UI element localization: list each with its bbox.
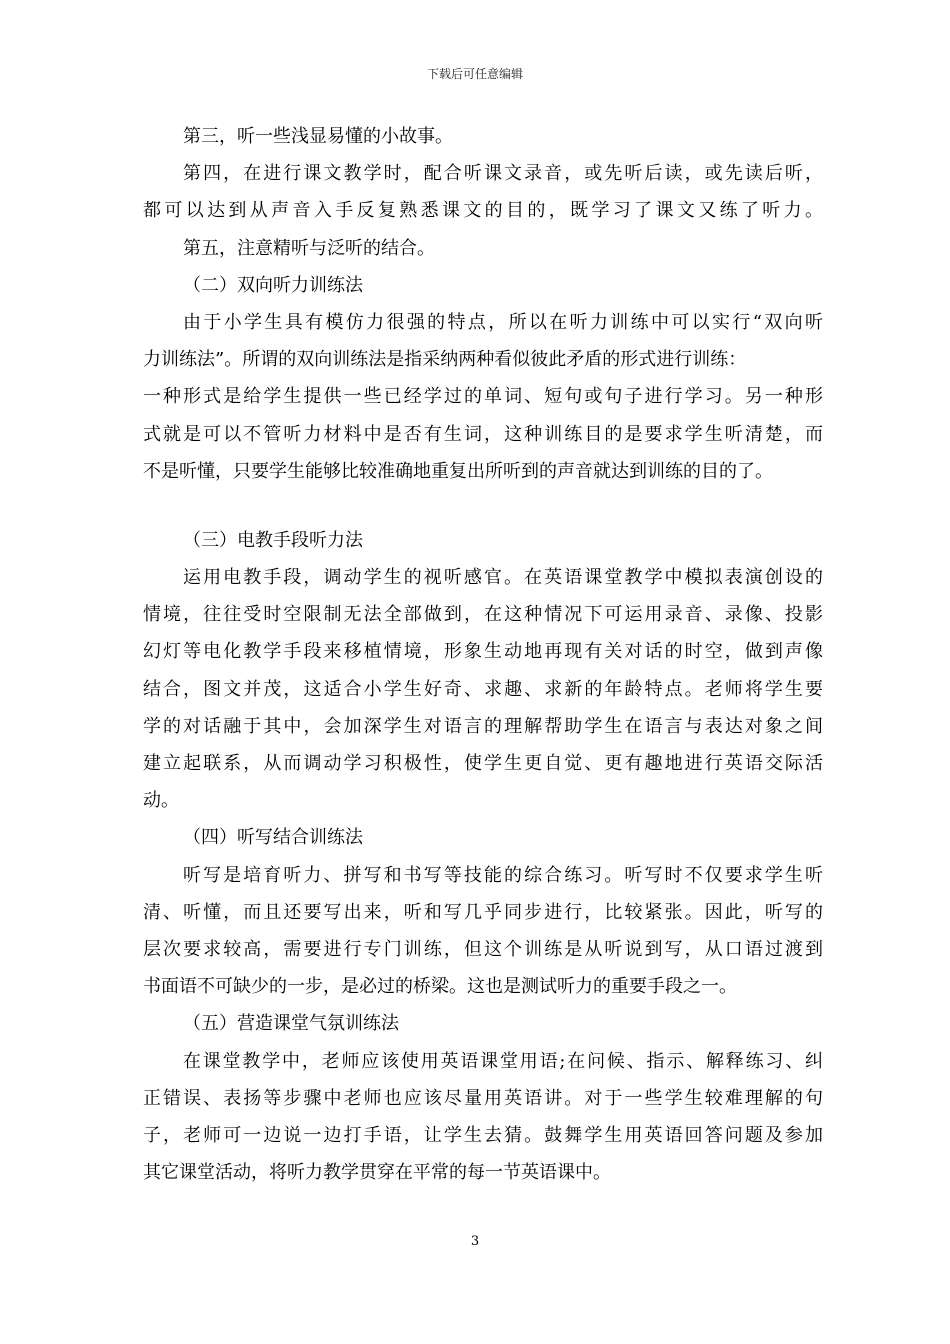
paragraph-line: 在课堂教学中，老师应该使用英语课堂用语;在问候、指示、解释练习、纠 — [183, 1050, 823, 1072]
paragraph-line: 动。 — [143, 790, 179, 812]
document-body — [143, 118, 823, 1191]
paragraph-line: 式就是可以不管听力材料中是否有生词，这种训练目的是要求学生听清楚，而 — [143, 423, 823, 445]
paragraph-line: 书面语不可缺少的一步，是必过的桥梁。这也是测试听力的重要手段之一。 — [143, 976, 737, 998]
section-heading: （四）听写结合训练法 — [183, 827, 363, 849]
paragraph-line: 听写是培育听力、拼写和书写等技能的综合练习。听写时不仅要求学生听 — [183, 864, 823, 886]
section-heading: （二）双向听力训练法 — [183, 274, 363, 296]
paragraph-line: 清、听懂，而且还要写出来，听和写几乎同步进行，比较紧张。因此，听写的 — [143, 901, 823, 923]
paragraph-line: 力训练法”。所谓的双向训练法是指采纳两种看似彼此矛盾的形式进行训练： — [143, 349, 747, 371]
paragraph-line: 情境，往往受时空限制无法全部做到，在这种情况下可运用录音、录像、投影 — [143, 604, 823, 626]
paragraph-line: 第五，注意精听与泛听的结合。 — [183, 237, 435, 259]
paragraph-line: 子，老师可一边说一边打手语，让学生去猜。鼓舞学生用英语回答问题及参加 — [143, 1124, 823, 1146]
paragraph-line: 学的对话融于其中，会加深学生对语言的理解帮助学生在语言与表达对象之间 — [143, 715, 823, 737]
paragraph-line: 正错误、表扬等步骤中老师也应该尽量用英语讲。对于一些学生较难理解的句 — [143, 1087, 823, 1109]
paragraph-line: 运用电教手段，调动学生的视听感官。在英语课堂教学中模拟表演创设的 — [183, 567, 823, 589]
page-number: 3 — [470, 1234, 480, 1249]
paragraph-line: 幻灯等电化教学手段来移植情境，形象生动地再现有关对话的时空，做到声像 — [143, 641, 823, 663]
paragraph-line: 不是听懂，只要学生能够比较准确地重复出所听到的声音就达到训练的目的了。 — [143, 460, 773, 482]
paragraph-line: 一种形式是给学生提供一些已经学过的单词、短句或句子进行学习。另一种形 — [143, 386, 823, 408]
paragraph-line: 第三，听一些浅显易懂的小故事。 — [183, 126, 453, 147]
section-heading: （三）电教手段听力法 — [183, 529, 363, 551]
paragraph-line: 由于小学生具有模仿力很强的特点，所以在听力训练中可以实行“双向听 — [183, 311, 823, 333]
paragraph-line: 结合，图文并茂，这适合小学生好奇、求趣、求新的年龄特点。老师将学生要 — [143, 678, 823, 700]
paragraph-line: 建立起联系，从而调动学习积极性，使学生更自觉、更有趣地进行英语交际活 — [143, 753, 823, 774]
paragraph-gap — [143, 490, 823, 522]
paragraph-line: 其它课堂活动，将听力教学贯穿在平常的每一节英语课中。 — [143, 1162, 611, 1184]
section-heading: （五）营造课堂气氛训练法 — [183, 1013, 399, 1035]
paragraph-line: 都可以达到从声音入手反复熟悉课文的目的，既学习了课文又练了听力。 — [143, 200, 823, 222]
page-header: 下载后可任意编辑 — [426, 67, 523, 81]
paragraph-line: 层次要求较高，需要进行专门训练，但这个训练是从听说到写，从口语过渡到 — [143, 938, 823, 960]
paragraph-line: 第四，在进行课文教学时，配合听课文录音，或先听后读，或先读后听， — [183, 163, 823, 185]
